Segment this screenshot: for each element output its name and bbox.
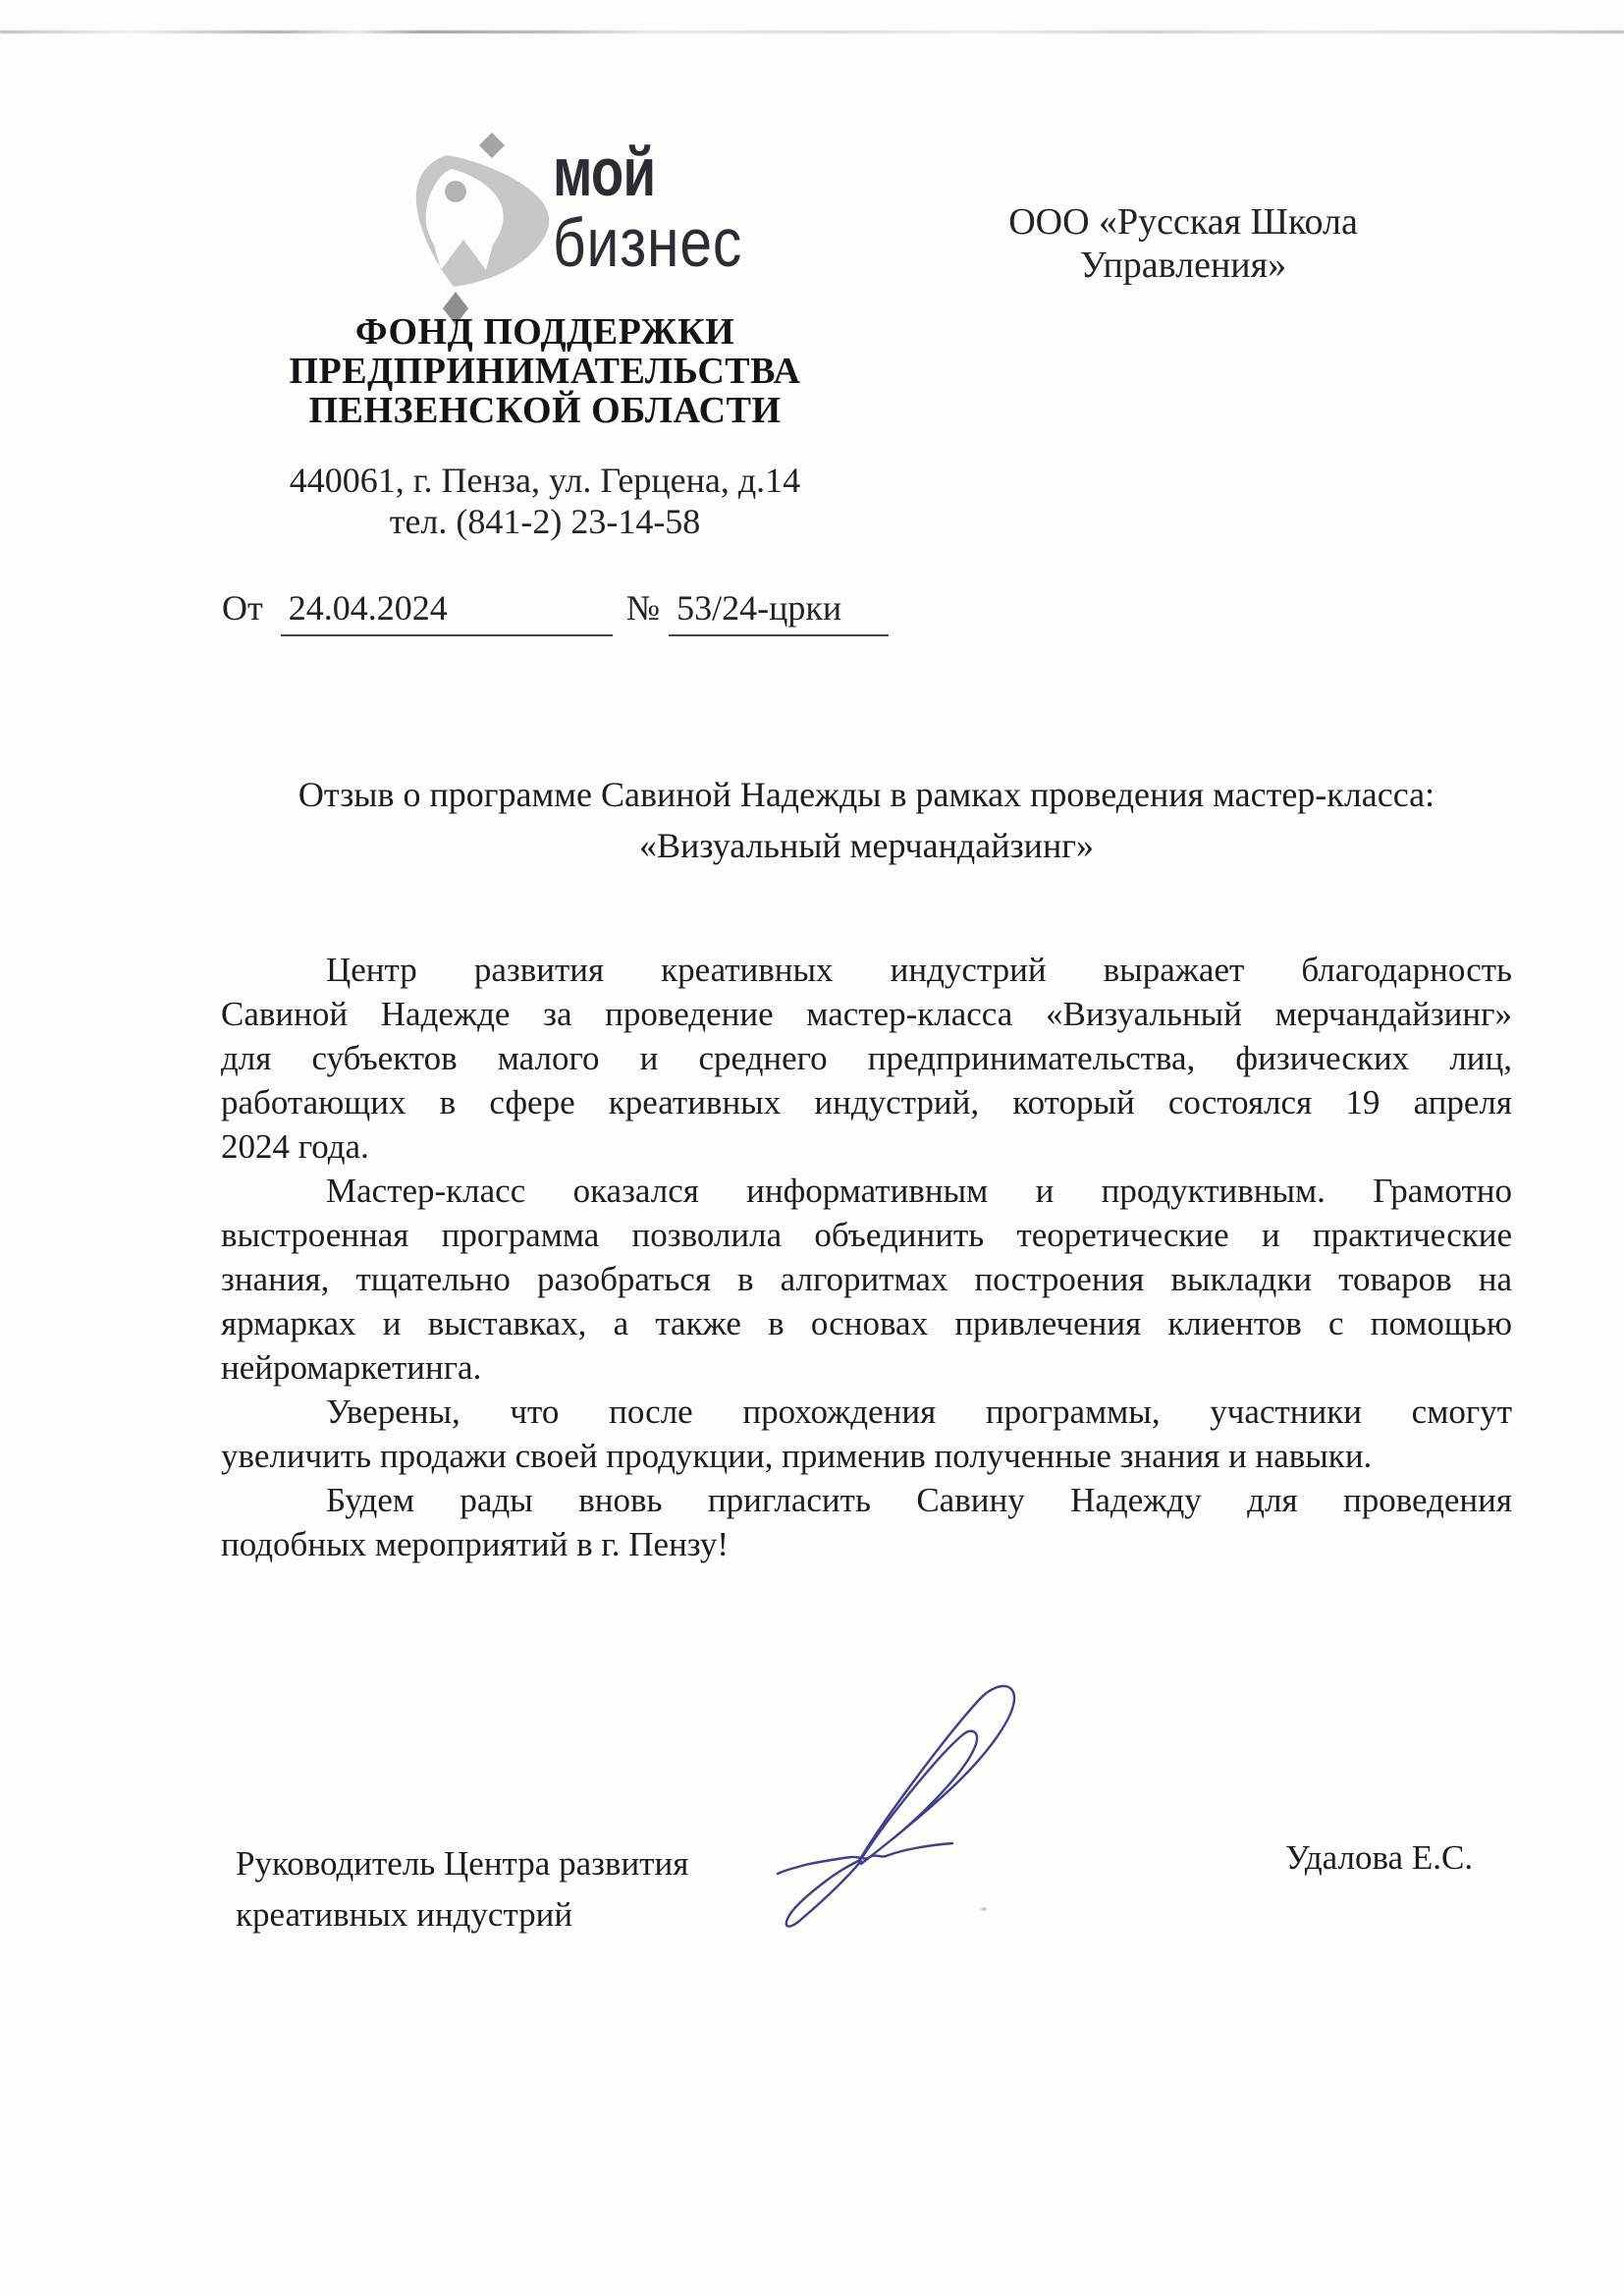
org-address-line2: тел. (841-2) 23-14-58 [389,502,701,541]
paragraph-line: для субъектов малого и среднего предпринимательства, физических лиц, [221,1039,1512,1077]
signer-name: Удалова Е.С. [1285,1838,1474,1877]
logo-word-moy: мой [553,134,656,210]
org-name-line1: ФОНД ПОДДЕРЖКИ [354,311,735,353]
reference-number-label: № [625,588,661,628]
paragraph-line: увеличить продажи своей продукции, применив полученные знания и навыки. [221,1437,1373,1475]
recipient-block [987,200,1380,287]
paragraph-line: выстроенная программа позволила объединить теоретические и практические [221,1216,1512,1254]
paragraph-line: ярмарках и выставках, а также в основах привлечения клиентов с помощью [221,1304,1512,1342]
scan-artifact-line [0,30,1624,33]
body-paragraphs [221,948,1512,1566]
paragraph-line: подобных мероприятий в г. Пензу! [221,1525,730,1563]
document-title [221,769,1512,871]
org-address-line1: 440061, г. Пенза, ул. Герцена, д.14 [289,461,801,500]
reference-number: 53/24-црки [669,587,889,636]
document-title-line1: Отзыв о программе Савиной Надежды в рамках проведения мастер-класса: [298,775,1435,814]
reference-from-label: От [222,588,263,628]
paragraph-line: Центр развития креативных индустрий выражает благодарность [326,951,1512,989]
org-name-line3: ПЕНЗЕНСКОЙ ОБЛАСТИ [308,390,782,431]
handwritten-signature [668,1650,1060,2003]
scan-speck [981,1907,987,1911]
org-name [250,312,839,430]
reference-row [222,587,889,636]
paragraph-line: знания, тщательно разобраться в алгоритмах построения выкладки товаров на [221,1260,1512,1298]
paragraph-line: Уверены, что после прохождения программы, участники смогут [326,1393,1512,1431]
reference-date: 24.04.2024 [281,587,613,636]
paragraph-line: Савиной Надежде за проведение мастер-класса «Визуальный мерчандайзинг» [221,995,1512,1033]
my-business-rocket-icon [407,128,555,334]
signer-position-line2: креативных индустрий [236,1895,573,1934]
paragraph-line: работающих в сфере креативных индустрий, который состоялся 19 апреля [221,1083,1512,1121]
paragraph-line: Мастер-класс оказался информативным и продуктивным. Грамотно [326,1172,1512,1210]
paragraph-line: нейромаркетинга. [221,1348,482,1387]
signer-position [236,1838,785,1941]
org-name-line2: ПРЕДПРИНИМАТЕЛЬСТВА [289,351,801,392]
org-address [250,460,839,542]
recipient-line1: ООО «Русская Школа [1008,201,1358,243]
signer-position-line1: Руководитель Центра развития [236,1844,689,1883]
document-title-line2: «Визуальный мерчандайзинг» [639,826,1094,865]
logo-word-biznes: бизнес [553,204,743,281]
recipient-line2: Управления» [1079,245,1287,286]
paragraph-line: Будем рады вновь пригласить Савину Надежду для проведения [326,1481,1512,1519]
paragraph-line: 2024 года. [221,1127,369,1166]
